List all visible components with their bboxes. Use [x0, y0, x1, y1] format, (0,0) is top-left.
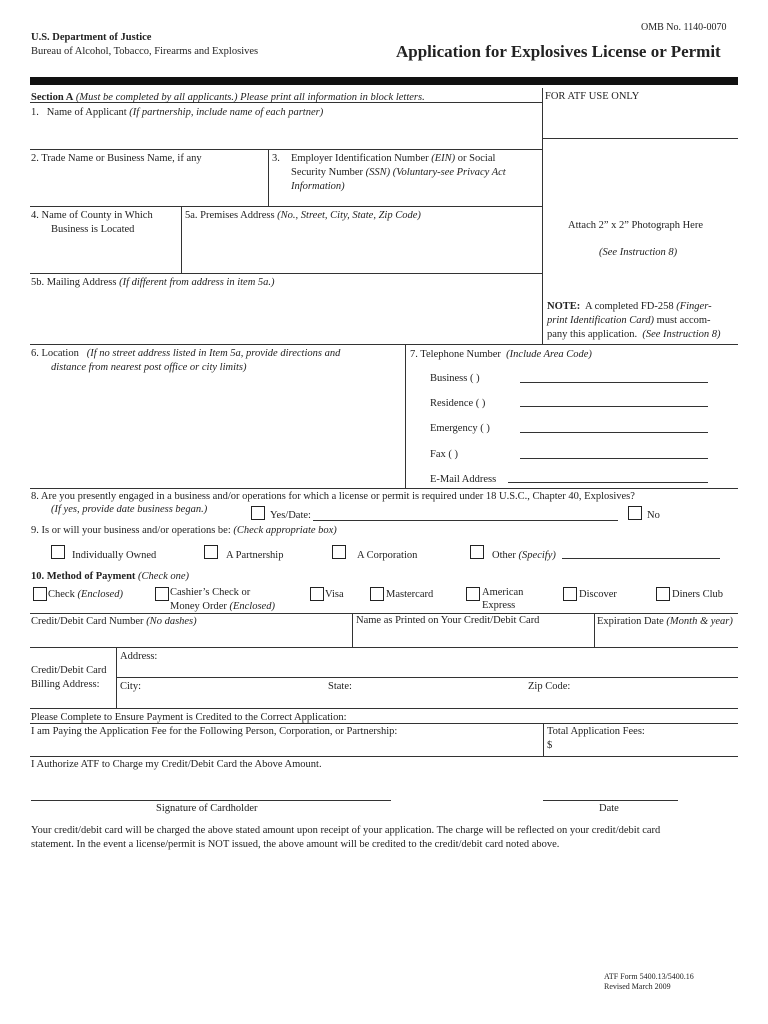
rule [30, 344, 738, 345]
field-5a-label: 5a. Premises Address [185, 210, 275, 221]
money-order-text: Money Order [170, 601, 227, 612]
card-number-label[interactable] [31, 615, 197, 628]
rule [594, 613, 595, 647]
rule [543, 723, 544, 756]
field-9-label: 9. Is or will your business and/or operations be: [31, 525, 231, 536]
check-checkbox[interactable] [33, 587, 47, 601]
field-3-line3: Information) [291, 181, 345, 192]
photo-note-line3 [547, 328, 721, 341]
email-label: E-Mail Address [430, 474, 497, 485]
field-1-label[interactable] [31, 106, 323, 119]
other-specify-field[interactable] [562, 558, 720, 559]
field-1-note: (If partnership, include name of each partner) [129, 107, 324, 118]
field-5b-label: 5b. Mailing Address [31, 277, 117, 288]
visa-checkbox[interactable] [310, 587, 324, 601]
date-field[interactable] [543, 800, 678, 801]
money-order-note: (Enclosed) [229, 601, 275, 612]
mastercard-checkbox[interactable] [370, 587, 384, 601]
rule [30, 647, 738, 648]
field-3-or: or Social [457, 153, 496, 164]
charge-note-line1: Your credit/debit card will be charged the above stated amount upon receipt of your application. The charge will be reflected on your credit/debit card [31, 825, 661, 836]
field-1-name: Name of Applicant [46, 107, 127, 118]
field-3-line1[interactable] [291, 152, 495, 165]
field-10-label: 10. Method of Payment [31, 571, 136, 582]
section-a-heading [31, 91, 425, 104]
field-6-label: 6. Location [31, 348, 79, 359]
email-field[interactable] [508, 482, 708, 483]
field-6-location[interactable] [31, 347, 340, 360]
total-fees-label: Total Application Fees: [547, 726, 645, 737]
field-9-question [31, 524, 337, 537]
billing-city-field[interactable]: City: [120, 681, 142, 692]
card-number-text: Credit/Debit Card Number [31, 616, 144, 627]
section-a-label: Section A [31, 92, 74, 103]
phone-residence-field[interactable] [520, 406, 708, 407]
other-label [492, 549, 556, 562]
date-label: Date [599, 803, 619, 814]
phone-emergency-label: Emergency ( ) [430, 423, 490, 434]
header-rule [30, 77, 738, 85]
rule [30, 708, 738, 709]
corporation-label: A Corporation [357, 550, 418, 561]
note-text-italic: (See Instruction 8) [642, 329, 721, 340]
note-text-italic: (Finger- [676, 301, 712, 312]
corporation-checkbox[interactable] [332, 545, 346, 559]
rule [30, 206, 542, 207]
atf-use-only: FOR ATF USE ONLY [545, 91, 640, 102]
check-text: Check [48, 589, 75, 600]
american-express-checkbox[interactable] [466, 587, 480, 601]
rule [30, 756, 738, 757]
photo-attach-text: Attach 2” x 2” Photograph Here [568, 220, 703, 231]
phone-fax-field[interactable] [520, 458, 708, 459]
phone-business-label: Business ( ) [430, 373, 480, 384]
field-8-yes-checkbox[interactable] [251, 506, 265, 520]
field-1-number: 1. [31, 107, 39, 118]
signature-label: Signature of Cardholder [156, 803, 258, 814]
american-express-label-line2: Express [482, 600, 516, 611]
card-number-note: (No dashes) [146, 616, 197, 627]
check-label [48, 588, 123, 601]
phone-business-field[interactable] [520, 382, 708, 383]
field-5b-note: (If different from address in item 5a.) [119, 277, 275, 288]
field-10-note: (Check one) [138, 571, 190, 582]
phone-emergency-field[interactable] [520, 432, 708, 433]
field-4-county-line2: Business is Located [51, 224, 135, 235]
rule [405, 344, 406, 488]
omb-number: OMB No. 1140-0070 [641, 22, 727, 33]
cashiers-check-checkbox[interactable] [155, 587, 169, 601]
field-3-ein: (EIN) [431, 153, 456, 164]
diners-club-label: Diners Club [672, 589, 724, 600]
visa-label: Visa [325, 589, 344, 600]
paying-for-field[interactable]: I am Paying the Application Fee for the Following Person, Corporation, or Partnership: [31, 726, 398, 737]
billing-state-field[interactable]: State: [328, 681, 352, 692]
field-8-question: 8. Are you presently engaged in a business and/or operations for which a license or permit is required under 18 U.S.C., Chapter 40, Explosives? [31, 491, 635, 502]
rule [542, 88, 543, 344]
billing-address-field[interactable]: Address: [120, 651, 158, 662]
check-note: (Enclosed) [77, 589, 123, 600]
expiration-date-label[interactable] [597, 615, 733, 628]
phone-fax-label: Fax ( ) [430, 449, 458, 460]
charge-note-line2: statement. In the event a license/permit is NOT issued, the above amount will be credited to the credit/debit card noted above. [31, 839, 560, 850]
discover-checkbox[interactable] [563, 587, 577, 601]
field-3-ssn-note: (SSN) (Voluntary-see Privacy Act [365, 167, 506, 178]
note-text: must accom- [656, 315, 711, 326]
rule [268, 149, 269, 206]
other-checkbox[interactable] [470, 545, 484, 559]
form-number: ATF Form 5400.13/5400.16 [604, 972, 694, 981]
field-7-telephone [410, 348, 592, 361]
billing-label-line1: Credit/Debit Card [31, 665, 107, 676]
field-3-label: Employer Identification Number [291, 153, 429, 164]
partnership-label: A Partnership [226, 550, 284, 561]
field-7-label: 7. Telephone Number [410, 349, 501, 360]
note-text: A completed FD-258 [584, 301, 674, 312]
field-8-note: (If yes, provide date business began.) [51, 504, 208, 515]
note-label: NOTE: [547, 301, 581, 312]
billing-zip-field[interactable]: Zip Code: [528, 681, 571, 692]
name-on-card-label[interactable]: Name as Printed on Your Credit/Debit Card [356, 615, 540, 626]
field-6-note-line2: distance from nearest post office or city limits) [51, 362, 247, 373]
photo-instruction: (See Instruction 8) [599, 247, 678, 258]
expiration-note: (Month & year) [666, 616, 733, 627]
total-fees-field[interactable]: $ [547, 740, 553, 751]
rule [116, 677, 738, 678]
field-7-note: (Include Area Code) [506, 349, 592, 360]
billing-label-line2: Billing Address: [31, 679, 100, 690]
other-text: Other [492, 550, 516, 561]
field-8-date-field[interactable] [313, 520, 618, 521]
photo-note-line2 [547, 314, 711, 327]
field-5a-premises-address[interactable] [185, 209, 421, 222]
rule [30, 149, 542, 150]
rule [181, 206, 182, 273]
field-9-note: (Check appropriate box) [233, 525, 337, 536]
note-text-italic: print Identification Card) [547, 315, 654, 326]
field-3-ssn-label: Security Number [291, 167, 364, 178]
department-name: U.S. Department of Justice [31, 32, 152, 43]
diners-club-checkbox[interactable] [656, 587, 670, 601]
other-note: (Specify) [518, 550, 556, 561]
rule [542, 138, 738, 139]
revised-date: Revised March 2009 [604, 982, 671, 991]
rule [30, 273, 542, 274]
form-title: Application for Explosives License or Permit [396, 42, 721, 61]
field-6-note: (If no street address listed in Item 5a, provide directions and [86, 348, 341, 359]
field-3-line2 [291, 166, 506, 179]
discover-label: Discover [579, 589, 617, 600]
field-8-no-checkbox[interactable] [628, 506, 642, 520]
money-order-label [170, 600, 275, 613]
note-text: pany this application. [547, 329, 638, 340]
section-a-note: (Must be completed by all applicants.) Please print all information in block letters. [75, 92, 425, 103]
individually-owned-label: Individually Owned [72, 550, 157, 561]
field-8-yes-label: Yes/Date: [270, 510, 311, 521]
field-5a-note: (No., Street, City, State, Zip Code) [277, 210, 421, 221]
complete-note: Please Complete to Ensure Payment is Credited to the Correct Application: [31, 712, 347, 723]
phone-residence-label: Residence ( ) [430, 398, 486, 409]
field-3-number: 3. [272, 153, 280, 164]
mastercard-label: Mastercard [386, 589, 434, 600]
field-4-county[interactable]: 4. Name of County in Which [31, 210, 153, 221]
expiration-text: Expiration Date [597, 616, 664, 627]
field-5b-mailing-address[interactable] [31, 276, 275, 289]
bureau-name: Bureau of Alcohol, Tobacco, Firearms and Explosives [31, 46, 259, 57]
authorize-text: I Authorize ATF to Charge my Credit/Debit Card the Above Amount. [31, 759, 322, 770]
rule [352, 613, 353, 647]
signature-field[interactable] [31, 800, 391, 801]
cashiers-check-label: Cashier’s Check or [170, 587, 251, 598]
field-8-no-label: No [647, 510, 660, 521]
field-2-trade-name[interactable]: 2. Trade Name or Business Name, if any [31, 153, 202, 164]
field-10-method-of-payment [31, 570, 189, 583]
photo-note-line1 [547, 300, 712, 313]
rule [30, 488, 738, 489]
american-express-label: American [482, 587, 524, 598]
individually-owned-checkbox[interactable] [51, 545, 65, 559]
partnership-checkbox[interactable] [204, 545, 218, 559]
